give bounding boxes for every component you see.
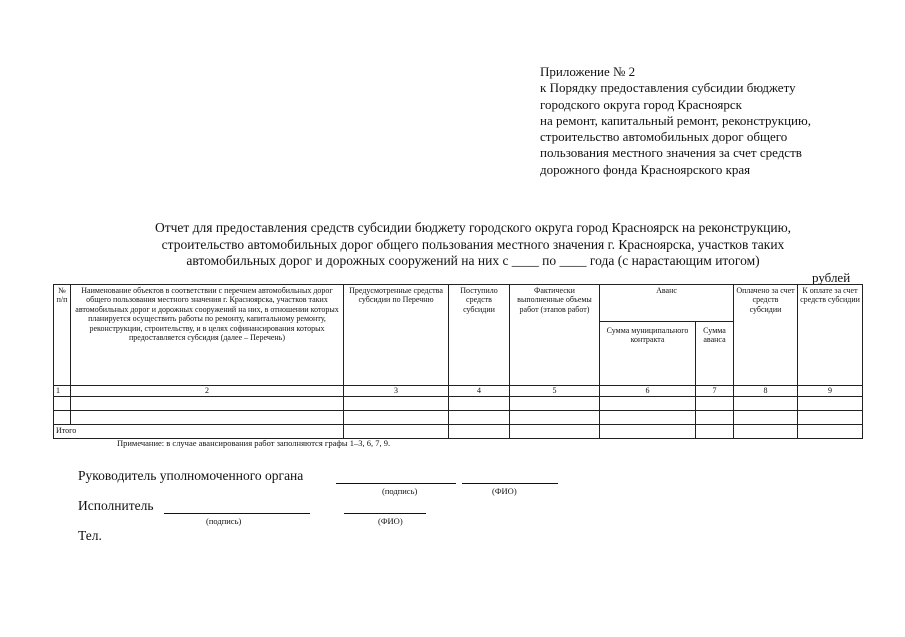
- table-total-row: [54, 425, 863, 439]
- column-number: 4: [449, 386, 510, 397]
- table-cell: [344, 411, 449, 425]
- table-cell: [696, 411, 734, 425]
- table-cell: [798, 411, 863, 425]
- head-label: Руководитель уполномоченного органа: [78, 468, 304, 483]
- header-col-actual: Фактически выполненные объемы работ (этапов работ): [510, 285, 600, 386]
- column-number: 8: [734, 386, 798, 397]
- header-col-advance-sum: Сумма аванса: [696, 322, 734, 386]
- appendix-line: Приложение № 2: [540, 64, 636, 79]
- table-row: [54, 397, 863, 411]
- table-cell: [734, 397, 798, 411]
- head-signature-caption: (подпись): [382, 486, 418, 496]
- header-col-received: Поступило средств субсидии: [449, 285, 510, 386]
- title-line: автомобильных дорог и дорожных сооружений на них с ____ по ____ года (с нарастающим итогом): [186, 253, 760, 268]
- header-col-advance: Аванс: [600, 285, 734, 322]
- table-cell: [734, 425, 798, 439]
- column-number: 2: [71, 386, 344, 397]
- table-cell: [510, 411, 600, 425]
- title-line: Отчет для предоставления средств субсидии бюджету городского округа город Красноярск на реконструкцию,: [154, 220, 792, 235]
- table-cell: [696, 425, 734, 439]
- column-number: 5: [510, 386, 600, 397]
- appendix-line: городского округа город Красноярск: [540, 96, 742, 112]
- header-col-number: № п/п: [54, 285, 71, 386]
- table-cell: [54, 397, 71, 411]
- table-row: [54, 411, 863, 425]
- header-col-name: Наименование объектов в соответствии с перечнем автомобильных дорог общего пользования местного значения г. Красноярска, участков таких автомобильных дорог и дорожных сооружений на них, в отношении которых планируется осуществить работы по ремонту, капитальному ремонту, реконструкции, строительству, и в целях софинансирования которых предоставляется субсидия (далее – Перечень): [71, 285, 344, 386]
- table-cell: [344, 425, 449, 439]
- column-number: 6: [600, 386, 696, 397]
- header-col-planned: Предусмотренные средства субсидии по Перечню: [344, 285, 449, 386]
- header-col-contract-sum: Сумма муниципального контракта: [600, 322, 696, 386]
- currency-unit: рублей: [812, 270, 851, 285]
- table-cell: [798, 425, 863, 439]
- table-cell: [510, 425, 600, 439]
- column-number: 7: [696, 386, 734, 397]
- report-title: [78, 220, 868, 270]
- appendix-line: пользования местного значения за счет средств: [540, 145, 802, 161]
- table-cell: [734, 411, 798, 425]
- executor-name-line: [344, 513, 426, 514]
- title-line: строительство автомобильных дорог общего пользования местного значения г. Красноярска, участков таких: [161, 236, 785, 252]
- table-cell: [600, 397, 696, 411]
- executor-label: Исполнитель: [78, 498, 154, 513]
- table-cell: [71, 397, 344, 411]
- header-col-to-pay: К оплате за счет средств субсидии: [798, 285, 863, 386]
- table-cell: [600, 411, 696, 425]
- table-cell: [798, 397, 863, 411]
- table-cell: [510, 397, 600, 411]
- appendix-line: на ремонт, капитальный ремонт, реконструкцию,: [540, 112, 811, 128]
- column-number: 3: [344, 386, 449, 397]
- head-name-line: [462, 483, 558, 484]
- table-header-row: [54, 285, 863, 322]
- column-number: 9: [798, 386, 863, 397]
- phone-label: Тел.: [78, 528, 102, 543]
- table-cell: [344, 397, 449, 411]
- appendix-header: [540, 64, 880, 178]
- column-number: 1: [54, 386, 71, 397]
- head-signature-line: [336, 483, 456, 484]
- executor-signature-line: [164, 513, 310, 514]
- report-table: [53, 284, 863, 439]
- appendix-line: к Порядку предоставления субсидии бюджету: [540, 80, 796, 96]
- table-cell: [449, 397, 510, 411]
- executor-name-caption: (ФИО): [378, 516, 403, 526]
- table-number-row: [54, 386, 863, 397]
- total-label: Итого: [54, 425, 344, 439]
- table-cell: [449, 425, 510, 439]
- table-cell: [696, 397, 734, 411]
- footnote: Примечание: в случае авансирования работ заполняются графы 1–3, 6, 7, 9.: [117, 438, 391, 448]
- executor-signature-caption: (подпись): [206, 516, 242, 526]
- appendix-line: дорожного фонда Красноярского края: [540, 161, 751, 177]
- appendix-line: строительство автомобильных дорог общего: [540, 129, 788, 145]
- table-cell: [449, 411, 510, 425]
- header-col-paid: Оплачено за счет средств субсидии: [734, 285, 798, 386]
- table-cell: [71, 411, 344, 425]
- table-cell: [54, 411, 71, 425]
- head-name-caption: (ФИО): [492, 486, 517, 496]
- table-cell: [600, 425, 696, 439]
